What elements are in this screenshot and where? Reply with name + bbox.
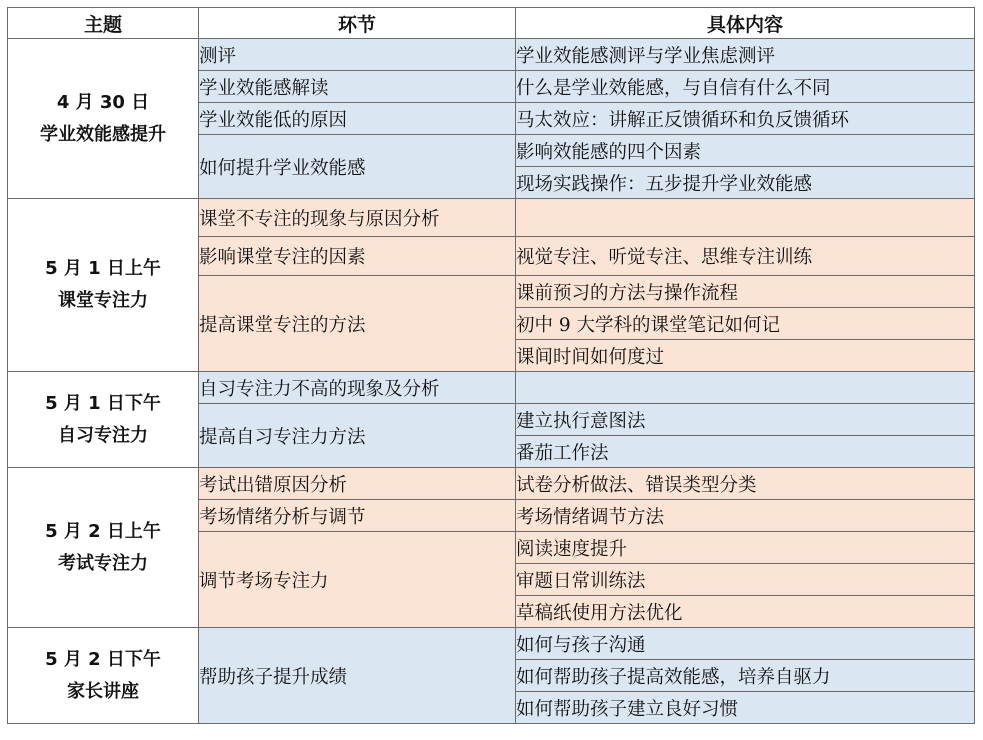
table-row [8, 39, 975, 71]
header-row [8, 8, 975, 39]
step-cell: 帮助孩子提升成绩 [199, 628, 516, 724]
section-date: 5 月 2 日下午 [45, 648, 161, 670]
detail-cell: 初中 9 大学科的课堂笔记如何记 [516, 308, 975, 340]
detail-cell: 阅读速度提升 [516, 532, 975, 564]
step-cell: 考试出错原因分析 [199, 468, 516, 500]
section-date: 4 月 30 日 [56, 91, 150, 113]
step-cell: 提高自习专注力方法 [199, 404, 516, 468]
section-topic-cell [8, 468, 199, 628]
detail-cell: 如何帮助孩子建立良好习惯 [516, 692, 975, 724]
header-step: 环节 [199, 8, 516, 39]
detail-cell: 什么是学业效能感，与自信有什么不同 [516, 71, 975, 103]
detail-cell: 视觉专注、听觉专注、思维专注训练 [516, 237, 975, 276]
section-title: 家长讲座 [67, 680, 139, 702]
detail-cell: 课前预习的方法与操作流程 [516, 276, 975, 308]
step-cell: 课堂不专注的现象与原因分析 [199, 199, 516, 237]
header-topic: 主题 [8, 8, 199, 39]
section-date: 5 月 1 日上午 [45, 258, 161, 279]
step-cell: 测评 [199, 39, 516, 71]
schedule-body [8, 39, 975, 724]
detail-cell: 课间时间如何度过 [516, 340, 975, 372]
detail-cell: 考场情绪调节方法 [516, 500, 975, 532]
section-topic-cell [8, 372, 199, 468]
table-row [8, 199, 975, 237]
detail-cell: 学业效能感测评与学业焦虑测评 [516, 39, 975, 71]
step-cell: 学业效能低的原因 [199, 103, 516, 135]
section-date: 5 月 1 日下午 [45, 392, 161, 414]
section-title: 学业效能感提升 [40, 123, 166, 145]
detail-cell: 草稿纸使用方法优化 [516, 596, 975, 628]
section-title: 课堂专注力 [58, 290, 148, 311]
header-detail: 具体内容 [516, 8, 975, 39]
detail-cell [516, 372, 975, 404]
section-title: 自习专注力 [58, 424, 148, 446]
detail-cell: 建立执行意图法 [516, 404, 975, 436]
section-topic-cell [8, 628, 199, 724]
section-title: 考试专注力 [58, 552, 148, 574]
detail-cell: 审题日常训练法 [516, 564, 975, 596]
section-topic-cell [8, 39, 199, 199]
step-cell: 如何提升学业效能感 [199, 135, 516, 199]
table-row [8, 372, 975, 404]
detail-cell: 试卷分析做法、错误类型分类 [516, 468, 975, 500]
detail-cell: 影响效能感的四个因素 [516, 135, 975, 167]
detail-cell: 现场实践操作：五步提升学业效能感 [516, 167, 975, 199]
section-topic-cell [8, 199, 199, 372]
step-cell: 调节考场专注力 [199, 532, 516, 628]
detail-cell: 马太效应：讲解正反馈循环和负反馈循环 [516, 103, 975, 135]
table-row [8, 468, 975, 500]
section-date: 5 月 2 日上午 [45, 520, 161, 542]
step-cell: 自习专注力不高的现象及分析 [199, 372, 516, 404]
step-cell: 影响课堂专注的因素 [199, 237, 516, 276]
table-row [8, 628, 975, 660]
detail-cell: 如何帮助孩子提高效能感，培养自驱力 [516, 660, 975, 692]
step-cell: 学业效能感解读 [199, 71, 516, 103]
course-schedule-table [7, 7, 975, 724]
step-cell: 考场情绪分析与调节 [199, 500, 516, 532]
detail-cell: 如何与孩子沟通 [516, 628, 975, 660]
step-cell: 提高课堂专注的方法 [199, 276, 516, 372]
detail-cell: 番茄工作法 [516, 436, 975, 468]
detail-cell [516, 199, 975, 237]
